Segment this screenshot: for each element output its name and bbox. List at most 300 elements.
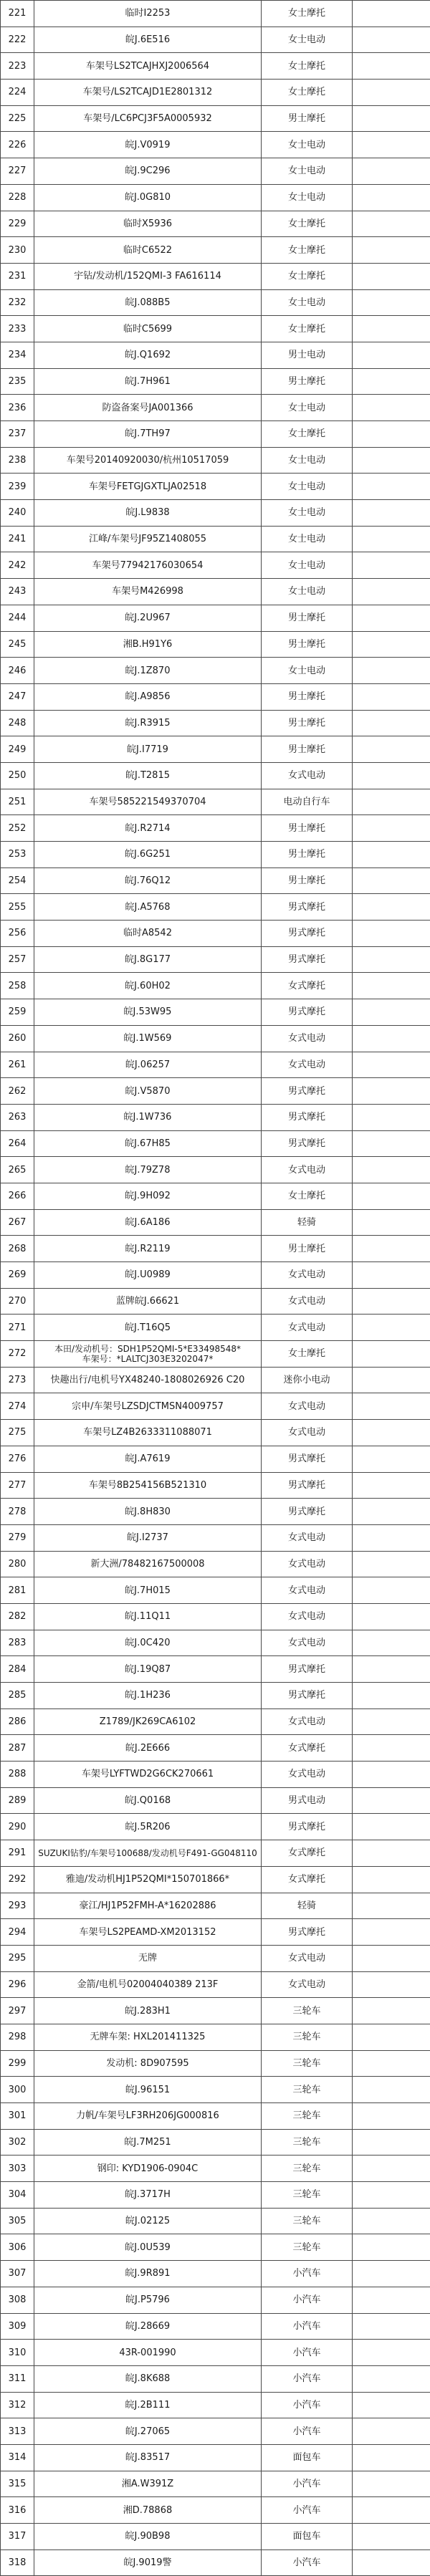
cell-empty bbox=[353, 132, 430, 158]
cell-desc: 皖J.I7719 bbox=[34, 736, 262, 763]
cell-empty bbox=[353, 2497, 430, 2524]
cell-no: 291 bbox=[1, 1840, 34, 1867]
cell-type: 小汽车 bbox=[262, 2392, 353, 2418]
cell-desc: 皖J.76Q12 bbox=[34, 868, 262, 894]
cell-type: 女士摩托 bbox=[262, 1, 353, 27]
cell-no: 265 bbox=[1, 1157, 34, 1183]
cell-type: 三轮车 bbox=[262, 2077, 353, 2103]
table-row bbox=[1, 2340, 430, 2366]
cell-type: 女式摩托 bbox=[262, 1840, 353, 1867]
cell-type: 三轮车 bbox=[262, 2156, 353, 2182]
cell-type: 女士电动 bbox=[262, 579, 353, 605]
table-row bbox=[1, 1735, 430, 1762]
table-row bbox=[1, 289, 430, 316]
cell-desc: 力帆/车架号LF3RH206JG000816 bbox=[34, 2103, 262, 2130]
table-row bbox=[1, 1130, 430, 1157]
cell-type: 面包车 bbox=[262, 2524, 353, 2550]
cell-no: 289 bbox=[1, 1787, 34, 1814]
cell-empty bbox=[353, 736, 430, 763]
cell-empty bbox=[353, 842, 430, 868]
cell-empty bbox=[353, 1052, 430, 1078]
cell-no: 240 bbox=[1, 500, 34, 527]
cell-type: 三轮车 bbox=[262, 1998, 353, 2024]
cell-empty bbox=[353, 2313, 430, 2340]
cell-empty bbox=[353, 184, 430, 211]
cell-no: 268 bbox=[1, 1236, 34, 1262]
cell-no: 313 bbox=[1, 2418, 34, 2445]
cell-no: 256 bbox=[1, 921, 34, 947]
cell-empty bbox=[353, 2234, 430, 2261]
cell-type: 三轮车 bbox=[262, 2050, 353, 2077]
cell-no: 317 bbox=[1, 2524, 34, 2550]
cell-no: 272 bbox=[1, 1341, 34, 1368]
table-row bbox=[1, 1814, 430, 1840]
table-row bbox=[1, 342, 430, 368]
cell-empty bbox=[353, 2444, 430, 2471]
table-row bbox=[1, 2365, 430, 2392]
cell-empty bbox=[353, 1577, 430, 1604]
cell-empty bbox=[353, 1288, 430, 1315]
table-row bbox=[1, 2549, 430, 2576]
cell-empty bbox=[353, 1209, 430, 1236]
table-row bbox=[1, 421, 430, 448]
cell-no: 287 bbox=[1, 1735, 34, 1762]
cell-type: 女式电动 bbox=[262, 1551, 353, 1577]
table-row bbox=[1, 1630, 430, 1656]
cell-type: 女士电动 bbox=[262, 132, 353, 158]
cell-empty bbox=[353, 1472, 430, 1499]
table-row bbox=[1, 1998, 430, 2024]
cell-desc: 皖J.V5870 bbox=[34, 1078, 262, 1105]
cell-type: 女式电动 bbox=[262, 1157, 353, 1183]
cell-desc: 皖J.9019警 bbox=[34, 2549, 262, 2576]
cell-empty bbox=[353, 2471, 430, 2497]
table-row bbox=[1, 1787, 430, 1814]
cell-empty bbox=[353, 1157, 430, 1183]
cell-type: 电动自行车 bbox=[262, 789, 353, 815]
cell-type: 女士摩托 bbox=[262, 211, 353, 237]
cell-empty bbox=[353, 1393, 430, 1420]
cell-type: 男士摩托 bbox=[262, 631, 353, 658]
table-row bbox=[1, 1708, 430, 1735]
cell-empty bbox=[353, 1603, 430, 1630]
cell-type: 女式摩托 bbox=[262, 973, 353, 999]
cell-desc: 皖J.1H236 bbox=[34, 1683, 262, 1709]
cell-type: 女士电动 bbox=[262, 395, 353, 421]
cell-empty bbox=[353, 2050, 430, 2077]
table-row bbox=[1, 1893, 430, 1919]
cell-type: 男式摩托 bbox=[262, 1814, 353, 1840]
cell-no: 222 bbox=[1, 27, 34, 53]
cell-empty bbox=[353, 2103, 430, 2130]
cell-no: 274 bbox=[1, 1393, 34, 1420]
table-row bbox=[1, 1236, 430, 1262]
cell-no: 277 bbox=[1, 1472, 34, 1499]
cell-desc: 皖J.9H092 bbox=[34, 1183, 262, 1209]
cell-desc: 车架号LYFTWD2G6CK270661 bbox=[34, 1762, 262, 1788]
cell-desc: 蓝牌皖J.66621 bbox=[34, 1288, 262, 1315]
cell-type: 女士电动 bbox=[262, 289, 353, 316]
cell-empty bbox=[353, 2365, 430, 2392]
cell-empty bbox=[353, 211, 430, 237]
cell-empty bbox=[353, 1446, 430, 1472]
table-row bbox=[1, 736, 430, 763]
cell-no: 302 bbox=[1, 2129, 34, 2156]
cell-type: 女士摩托 bbox=[262, 53, 353, 80]
cell-desc: 皖J.83517 bbox=[34, 2444, 262, 2471]
table-row bbox=[1, 1262, 430, 1289]
table-row bbox=[1, 1367, 430, 1393]
cell-no: 244 bbox=[1, 605, 34, 631]
table-row bbox=[1, 1025, 430, 1052]
cell-type: 女式电动 bbox=[262, 1708, 353, 1735]
cell-empty bbox=[353, 1683, 430, 1709]
table-row bbox=[1, 2156, 430, 2182]
cell-empty bbox=[353, 1656, 430, 1683]
cell-type: 轻骑 bbox=[262, 1893, 353, 1919]
cell-desc: 车架号LS2TCAJHXJ2006564 bbox=[34, 53, 262, 80]
cell-desc: 皖J.1W569 bbox=[34, 1025, 262, 1052]
cell-desc: 皖J.I2737 bbox=[34, 1524, 262, 1551]
cell-type: 女式摩托 bbox=[262, 1735, 353, 1762]
cell-desc: 43R-001990 bbox=[34, 2340, 262, 2366]
cell-desc: 皖J.9R891 bbox=[34, 2261, 262, 2287]
cell-desc: 车架号/LS2TCAJD1E2801312 bbox=[34, 80, 262, 106]
cell-empty bbox=[353, 1551, 430, 1577]
cell-type: 女士摩托 bbox=[262, 80, 353, 106]
cell-type: 女士电动 bbox=[262, 526, 353, 552]
table-row bbox=[1, 263, 430, 289]
table-row bbox=[1, 105, 430, 132]
cell-desc: 临时C5699 bbox=[34, 316, 262, 342]
cell-desc: 皖J.P5796 bbox=[34, 2287, 262, 2313]
table-row bbox=[1, 868, 430, 894]
cell-type: 男式摩托 bbox=[262, 1919, 353, 1946]
cell-no: 253 bbox=[1, 842, 34, 868]
cell-no: 298 bbox=[1, 2024, 34, 2050]
cell-no: 307 bbox=[1, 2261, 34, 2287]
cell-no: 225 bbox=[1, 105, 34, 132]
cell-empty bbox=[353, 579, 430, 605]
cell-no: 233 bbox=[1, 316, 34, 342]
cell-type: 三轮车 bbox=[262, 2129, 353, 2156]
table-row bbox=[1, 1762, 430, 1788]
cell-no: 223 bbox=[1, 53, 34, 80]
cell-no: 249 bbox=[1, 736, 34, 763]
cell-desc: 皖J.2U967 bbox=[34, 605, 262, 631]
cell-desc: 皖J.28669 bbox=[34, 2313, 262, 2340]
cell-empty bbox=[353, 1367, 430, 1393]
cell-no: 266 bbox=[1, 1183, 34, 1209]
cell-no: 278 bbox=[1, 1499, 34, 1525]
cell-empty bbox=[353, 2156, 430, 2182]
table-row bbox=[1, 395, 430, 421]
cell-type: 女士电动 bbox=[262, 27, 353, 53]
cell-desc: 皖J.7M251 bbox=[34, 2129, 262, 2156]
cell-no: 251 bbox=[1, 789, 34, 815]
cell-desc: 皖J.R2714 bbox=[34, 815, 262, 842]
table-row bbox=[1, 1341, 430, 1368]
table-row bbox=[1, 2313, 430, 2340]
table-row bbox=[1, 683, 430, 710]
cell-empty bbox=[353, 2524, 430, 2550]
cell-empty bbox=[353, 1971, 430, 1998]
cell-no: 237 bbox=[1, 421, 34, 448]
cell-type: 女士摩托 bbox=[262, 316, 353, 342]
table-row bbox=[1, 1551, 430, 1577]
cell-no: 275 bbox=[1, 1420, 34, 1446]
cell-type: 三轮车 bbox=[262, 2103, 353, 2130]
cell-type: 女式电动 bbox=[262, 1288, 353, 1315]
cell-empty bbox=[353, 1893, 430, 1919]
cell-no: 295 bbox=[1, 1945, 34, 1971]
cell-no: 267 bbox=[1, 1209, 34, 1236]
table-row bbox=[1, 1683, 430, 1709]
cell-no: 292 bbox=[1, 1866, 34, 1893]
cell-type: 女士摩托 bbox=[262, 1183, 353, 1209]
table-row bbox=[1, 1, 430, 27]
cell-no: 241 bbox=[1, 526, 34, 552]
cell-empty bbox=[353, 2129, 430, 2156]
cell-empty bbox=[353, 921, 430, 947]
cell-desc: 皖J.T2815 bbox=[34, 762, 262, 789]
cell-no: 311 bbox=[1, 2365, 34, 2392]
cell-type: 三轮车 bbox=[262, 2208, 353, 2234]
table-row bbox=[1, 1524, 430, 1551]
cell-empty bbox=[353, 421, 430, 448]
cell-type: 男式摩托 bbox=[262, 1656, 353, 1683]
cell-desc: 皖J.06257 bbox=[34, 1052, 262, 1078]
cell-desc: 皖J.60H02 bbox=[34, 973, 262, 999]
cell-empty bbox=[353, 105, 430, 132]
table-row bbox=[1, 2024, 430, 2050]
cell-desc: 皖J.7TH97 bbox=[34, 421, 262, 448]
cell-no: 250 bbox=[1, 762, 34, 789]
table-row bbox=[1, 2182, 430, 2209]
cell-type: 男士摩托 bbox=[262, 842, 353, 868]
cell-no: 304 bbox=[1, 2182, 34, 2209]
cell-empty bbox=[353, 1762, 430, 1788]
cell-empty bbox=[353, 683, 430, 710]
cell-empty bbox=[353, 2261, 430, 2287]
cell-empty bbox=[353, 973, 430, 999]
cell-type: 小汽车 bbox=[262, 2471, 353, 2497]
table-row bbox=[1, 1420, 430, 1446]
cell-desc: 皖J.2B111 bbox=[34, 2392, 262, 2418]
table-row bbox=[1, 1472, 430, 1499]
cell-no: 279 bbox=[1, 1524, 34, 1551]
table-row bbox=[1, 921, 430, 947]
table-row bbox=[1, 2261, 430, 2287]
cell-type: 三轮车 bbox=[262, 2024, 353, 2050]
cell-no: 236 bbox=[1, 395, 34, 421]
table-row bbox=[1, 1446, 430, 1472]
cell-desc: 车架号LS2PEAMD-XM2013152 bbox=[34, 1919, 262, 1946]
cell-empty bbox=[353, 1130, 430, 1157]
cell-desc: 皖J.53W95 bbox=[34, 999, 262, 1026]
cell-no: 283 bbox=[1, 1630, 34, 1656]
cell-no: 224 bbox=[1, 80, 34, 106]
cell-desc: 无牌 bbox=[34, 1945, 262, 1971]
cell-no: 254 bbox=[1, 868, 34, 894]
cell-no: 258 bbox=[1, 973, 34, 999]
cell-empty bbox=[353, 1919, 430, 1946]
cell-desc: 皖J.90B98 bbox=[34, 2524, 262, 2550]
cell-desc: 临时A8542 bbox=[34, 921, 262, 947]
cell-desc: 皖J.6G251 bbox=[34, 842, 262, 868]
cell-empty bbox=[353, 1630, 430, 1656]
table-row bbox=[1, 1840, 430, 1867]
cell-empty bbox=[353, 1, 430, 27]
cell-no: 280 bbox=[1, 1551, 34, 1577]
cell-desc: 皖J.0G810 bbox=[34, 184, 262, 211]
cell-no: 318 bbox=[1, 2549, 34, 2576]
cell-no: 296 bbox=[1, 1971, 34, 1998]
cell-desc: 临时C6522 bbox=[34, 237, 262, 264]
cell-desc: 皖J.0C420 bbox=[34, 1630, 262, 1656]
table-row bbox=[1, 1288, 430, 1315]
table-row bbox=[1, 2208, 430, 2234]
cell-type: 女式电动 bbox=[262, 1762, 353, 1788]
cell-type: 小汽车 bbox=[262, 2365, 353, 2392]
table-row bbox=[1, 579, 430, 605]
table-row bbox=[1, 2471, 430, 2497]
cell-no: 315 bbox=[1, 2471, 34, 2497]
cell-type: 女式电动 bbox=[262, 1577, 353, 1604]
cell-empty bbox=[353, 2287, 430, 2313]
cell-type: 女士摩托 bbox=[262, 1341, 353, 1368]
cell-empty bbox=[353, 1183, 430, 1209]
cell-type: 女士电动 bbox=[262, 658, 353, 684]
table-row bbox=[1, 1603, 430, 1630]
table-row bbox=[1, 1577, 430, 1604]
cell-empty bbox=[353, 2549, 430, 2576]
cell-empty bbox=[353, 1840, 430, 1867]
cell-no: 261 bbox=[1, 1052, 34, 1078]
table-row bbox=[1, 2418, 430, 2445]
cell-empty bbox=[353, 1315, 430, 1341]
cell-no: 270 bbox=[1, 1288, 34, 1315]
cell-type: 面包车 bbox=[262, 2444, 353, 2471]
table-row bbox=[1, 500, 430, 527]
cell-empty bbox=[353, 605, 430, 631]
cell-desc: 发动机: 8D907595 bbox=[34, 2050, 262, 2077]
cell-no: 243 bbox=[1, 579, 34, 605]
cell-empty bbox=[353, 395, 430, 421]
cell-type: 小汽车 bbox=[262, 2418, 353, 2445]
cell-empty bbox=[353, 526, 430, 552]
table-row bbox=[1, 973, 430, 999]
table-row bbox=[1, 211, 430, 237]
cell-no: 299 bbox=[1, 2050, 34, 2077]
cell-no: 245 bbox=[1, 631, 34, 658]
cell-desc: 皖J.L9838 bbox=[34, 500, 262, 527]
cell-no: 271 bbox=[1, 1315, 34, 1341]
cell-type: 女式电动 bbox=[262, 1420, 353, 1446]
cell-empty bbox=[353, 316, 430, 342]
cell-empty bbox=[353, 552, 430, 579]
cell-no: 294 bbox=[1, 1919, 34, 1946]
cell-no: 227 bbox=[1, 158, 34, 185]
cell-type: 女式电动 bbox=[262, 1630, 353, 1656]
cell-type: 女式电动 bbox=[262, 1315, 353, 1341]
cell-desc: 宗申/车架号LZSDJCTMSN4009757 bbox=[34, 1393, 262, 1420]
cell-empty bbox=[353, 868, 430, 894]
cell-no: 297 bbox=[1, 1998, 34, 2024]
cell-desc: 新大洲/78482167500008 bbox=[34, 1551, 262, 1577]
cell-no: 314 bbox=[1, 2444, 34, 2471]
cell-empty bbox=[353, 1814, 430, 1840]
cell-no: 230 bbox=[1, 237, 34, 264]
table-row bbox=[1, 842, 430, 868]
cell-empty bbox=[353, 710, 430, 736]
cell-type: 男士摩托 bbox=[262, 105, 353, 132]
cell-no: 310 bbox=[1, 2340, 34, 2366]
cell-no: 239 bbox=[1, 474, 34, 500]
cell-no: 269 bbox=[1, 1262, 34, 1289]
cell-empty bbox=[353, 1262, 430, 1289]
cell-no: 316 bbox=[1, 2497, 34, 2524]
cell-type: 男士摩托 bbox=[262, 683, 353, 710]
cell-no: 252 bbox=[1, 815, 34, 842]
cell-no: 247 bbox=[1, 683, 34, 710]
cell-empty bbox=[353, 289, 430, 316]
cell-type: 女式电动 bbox=[262, 1971, 353, 1998]
cell-type: 迷你小电动 bbox=[262, 1367, 353, 1393]
cell-type: 女士摩托 bbox=[262, 263, 353, 289]
cell-empty bbox=[353, 894, 430, 921]
cell-desc: Z1789/JK269CA6102 bbox=[34, 1708, 262, 1735]
cell-no: 255 bbox=[1, 894, 34, 921]
cell-type: 男式摩托 bbox=[262, 1104, 353, 1130]
cell-desc: 皖J.19Q87 bbox=[34, 1656, 262, 1683]
cell-no: 288 bbox=[1, 1762, 34, 1788]
cell-type: 男式摩托 bbox=[262, 1499, 353, 1525]
cell-no: 284 bbox=[1, 1656, 34, 1683]
table-row bbox=[1, 1209, 430, 1236]
cell-desc: 皖J.7H015 bbox=[34, 1577, 262, 1604]
table-row bbox=[1, 53, 430, 80]
cell-no: 262 bbox=[1, 1078, 34, 1105]
cell-desc: 皖J.6E516 bbox=[34, 27, 262, 53]
cell-desc: 皖J.Q0168 bbox=[34, 1787, 262, 1814]
cell-desc: 皖J.3717H bbox=[34, 2182, 262, 2209]
cell-type: 女式电动 bbox=[262, 1025, 353, 1052]
table-row bbox=[1, 474, 430, 500]
table-row bbox=[1, 1919, 430, 1946]
cell-type: 小汽车 bbox=[262, 2549, 353, 2576]
cell-desc: 车架号LZ4B2633311088071 bbox=[34, 1420, 262, 1446]
cell-type: 小汽车 bbox=[262, 2340, 353, 2366]
cell-no: 293 bbox=[1, 1893, 34, 1919]
cell-desc: 皖J.02125 bbox=[34, 2208, 262, 2234]
cell-desc: 皖J.A5768 bbox=[34, 894, 262, 921]
cell-type: 小汽车 bbox=[262, 2261, 353, 2287]
cell-empty bbox=[353, 1104, 430, 1130]
cell-empty bbox=[353, 1945, 430, 1971]
table-row bbox=[1, 2287, 430, 2313]
cell-empty bbox=[353, 368, 430, 395]
cell-desc: 金箭/电机号02004040389 213F bbox=[34, 1971, 262, 1998]
table-row bbox=[1, 631, 430, 658]
cell-no: 306 bbox=[1, 2234, 34, 2261]
cell-desc: 车架号8B254156B521310 bbox=[34, 1472, 262, 1499]
table-row bbox=[1, 552, 430, 579]
cell-desc: 车架号FETGJGXTLJA02518 bbox=[34, 474, 262, 500]
table-row bbox=[1, 946, 430, 973]
cell-no: 305 bbox=[1, 2208, 34, 2234]
cell-desc: 江峰/车架号JF95Z1408055 bbox=[34, 526, 262, 552]
